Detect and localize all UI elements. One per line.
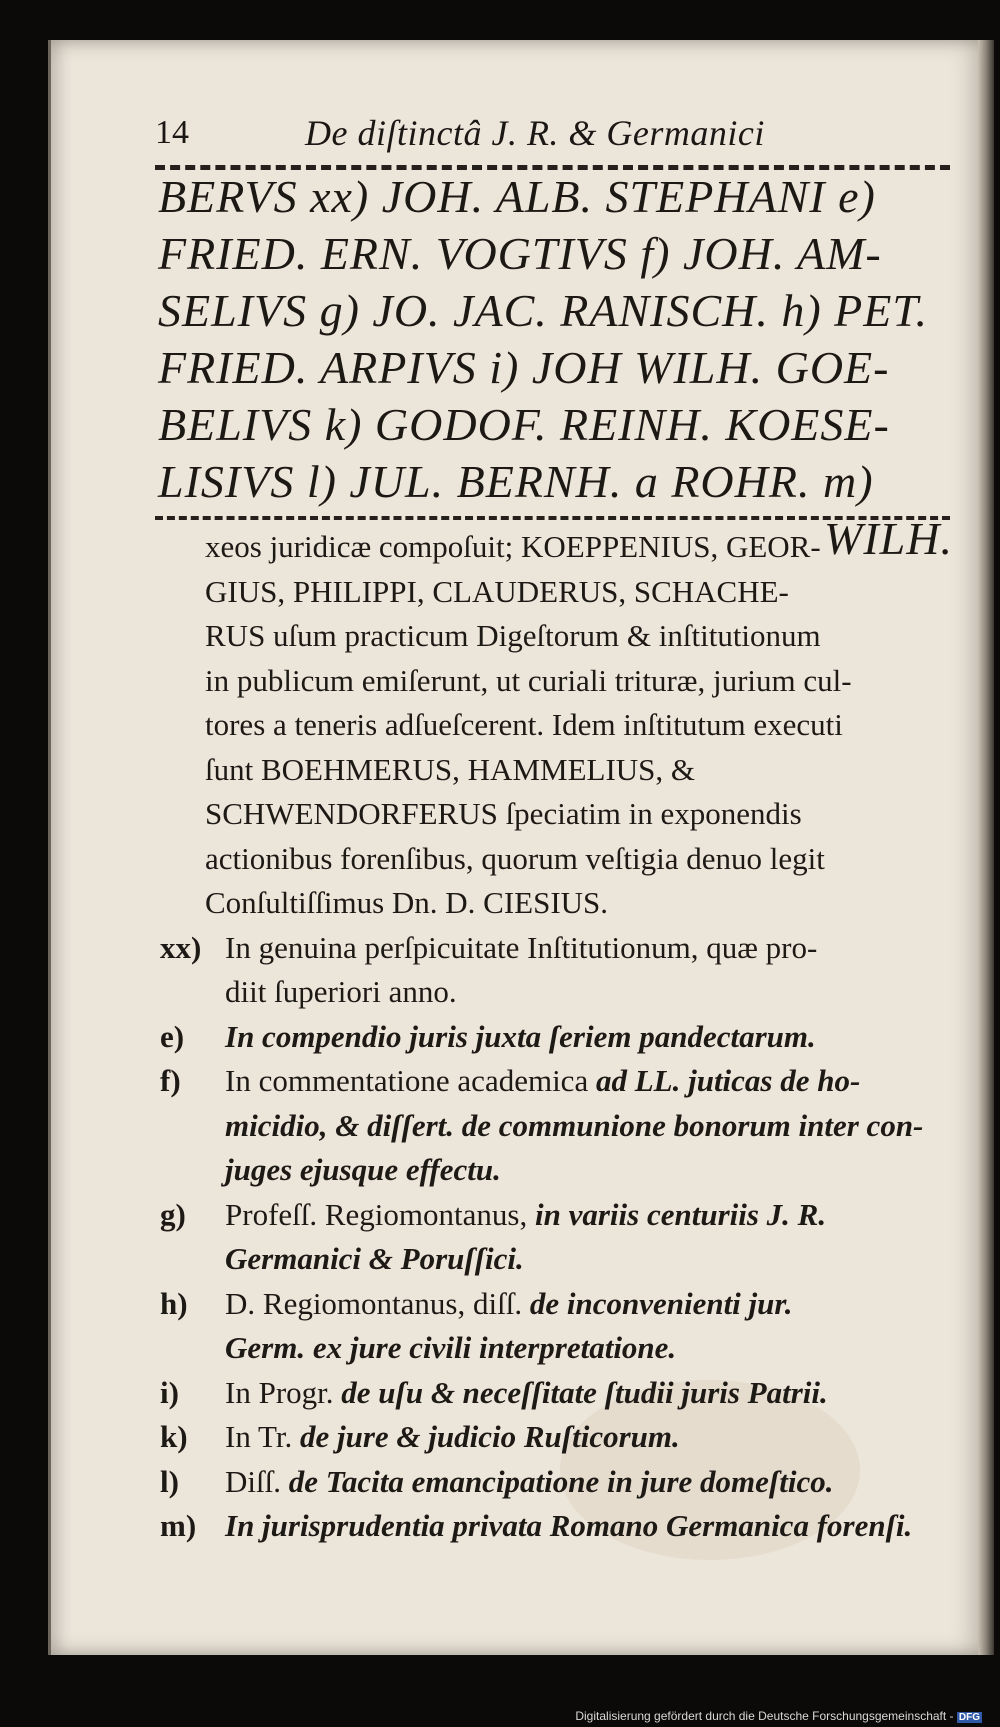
footnote-k <box>160 1415 965 1460</box>
footnote-f <box>160 1059 965 1193</box>
footnote-mark: l) <box>160 1463 179 1499</box>
note-continuation-line: tores a teneris adſueſcerent. Idem inſtitutum executi <box>205 707 843 742</box>
footnote-title: Germanici & Poruſſici. <box>225 1241 524 1276</box>
footnote-lead: In commentatione academica <box>225 1063 589 1098</box>
footnote-text: diit ſuperiori anno. <box>225 974 457 1009</box>
footnote-lead: D. Regiomontanus, diſſ. <box>225 1285 523 1321</box>
footnote-rule <box>155 516 950 520</box>
footnote-text: In compendio juris juxta ſeriem pandectarum. <box>225 1018 816 1054</box>
footnote-mark: f) <box>160 1063 181 1098</box>
footnote-h <box>160 1282 965 1371</box>
dfg-logo: DFG <box>958 1712 980 1723</box>
footnote-g <box>160 1193 965 1282</box>
footnote-mark: m) <box>160 1508 197 1543</box>
note-continuation-line: xeos juridicæ compoſuit; KOEPPENIUS, GEOR- <box>205 529 821 564</box>
main-line: SELIVS g) JO. JAC. RANISCH. h) PET. <box>158 285 929 336</box>
page-number: 14 <box>155 114 189 151</box>
footnote-title: de uſu & neceſſitate ſtudii juris Patrii. <box>341 1374 828 1410</box>
note-continuation-line: Conſultiſſimus Dn. D. CIESIUS. <box>205 885 609 920</box>
footnote-title: Germ. ex jure civili interpretatione. <box>225 1330 677 1365</box>
note-continuation-line: actionibus forenſibus, quorum veſtigia denuo legit <box>205 840 825 876</box>
footnote-mark: h) <box>160 1285 188 1321</box>
main-text <box>158 168 953 567</box>
footnote-mark: xx) <box>160 929 202 965</box>
footnote-l <box>160 1460 965 1505</box>
page-header <box>155 112 805 160</box>
footnote-i <box>160 1371 965 1416</box>
digitization-credit <box>575 1709 982 1723</box>
footnotes <box>160 525 965 1549</box>
footnote-mark: e) <box>160 1018 185 1054</box>
footnote-title: in variis centuriis J. R. <box>534 1196 827 1232</box>
main-line: FRIED. ARPIVS i) JOH WILH. GOE- <box>158 342 890 393</box>
catchword: WILH. <box>824 513 953 564</box>
main-line: BERVS xx) JOH. ALB. STEPHANI e) <box>158 171 876 222</box>
footnote-xx <box>160 926 965 1015</box>
footnote-title: ad LL. juticas de ho- <box>595 1063 861 1098</box>
main-line: BELIVS k) GODOF. REINH. KOESE- <box>158 399 890 450</box>
footnote-mark: k) <box>160 1419 188 1454</box>
footnote-lead: In Tr. <box>225 1419 293 1454</box>
footnote-title: de inconvenienti jur. <box>529 1285 793 1321</box>
main-line: LISIVS l) JUL. BERNH. a ROHR. m) <box>158 456 874 507</box>
footnote-lead: Profeſſ. Regiomontanus, <box>225 1196 528 1232</box>
footnote-title: juges ejusque effectu. <box>225 1152 501 1187</box>
footnote-title: de jure & judicio Ruſticorum. <box>299 1419 680 1454</box>
running-title: De diſtinctâ J. R. & Germanici <box>305 113 765 153</box>
note-continuation-line: RUS uſum practicum Digeſtorum & inſtitutionum <box>205 618 821 653</box>
footnote-mark: i) <box>160 1374 179 1410</box>
credit-text: Digitalisierung gefördert durch die Deutsche Forschungsgemeinschaft - <box>575 1709 954 1723</box>
footnote-e <box>160 1015 965 1060</box>
footnote-m <box>160 1504 965 1549</box>
note-continuation-line: SCHWENDORFERUS ſpeciatim in exponendis <box>205 796 802 831</box>
footnote-text: In genuina perſpicuitate Inſtitutionum, quæ pro- <box>225 929 818 965</box>
main-line: FRIED. ERN. VOGTIVS f) JOH. AM- <box>158 228 882 279</box>
note-continuation-line: ſunt BOEHMERUS, HAMMELIUS, & <box>205 751 696 787</box>
footnote-mark: g) <box>160 1196 186 1232</box>
note-continuation-line: in publicum emiſerunt, ut curiali trituræ, jurium cul- <box>205 662 852 698</box>
footnote-title: In jurisprudentia privata Romano Germanica forenſi. <box>225 1508 913 1543</box>
page-edge <box>978 40 994 1655</box>
note-continuation-line: GIUS, PHILIPPI, CLAUDERUS, SCHACHE- <box>205 573 789 609</box>
footnote-lead: In Progr. <box>225 1374 334 1410</box>
footnote-title: de Tacita emancipatione in jure domeſtico. <box>288 1463 834 1499</box>
footnote-lead: Diſſ. <box>225 1463 281 1499</box>
footnote-title: micidio, & diſſert. de communione bonorum inter con- <box>225 1107 924 1143</box>
